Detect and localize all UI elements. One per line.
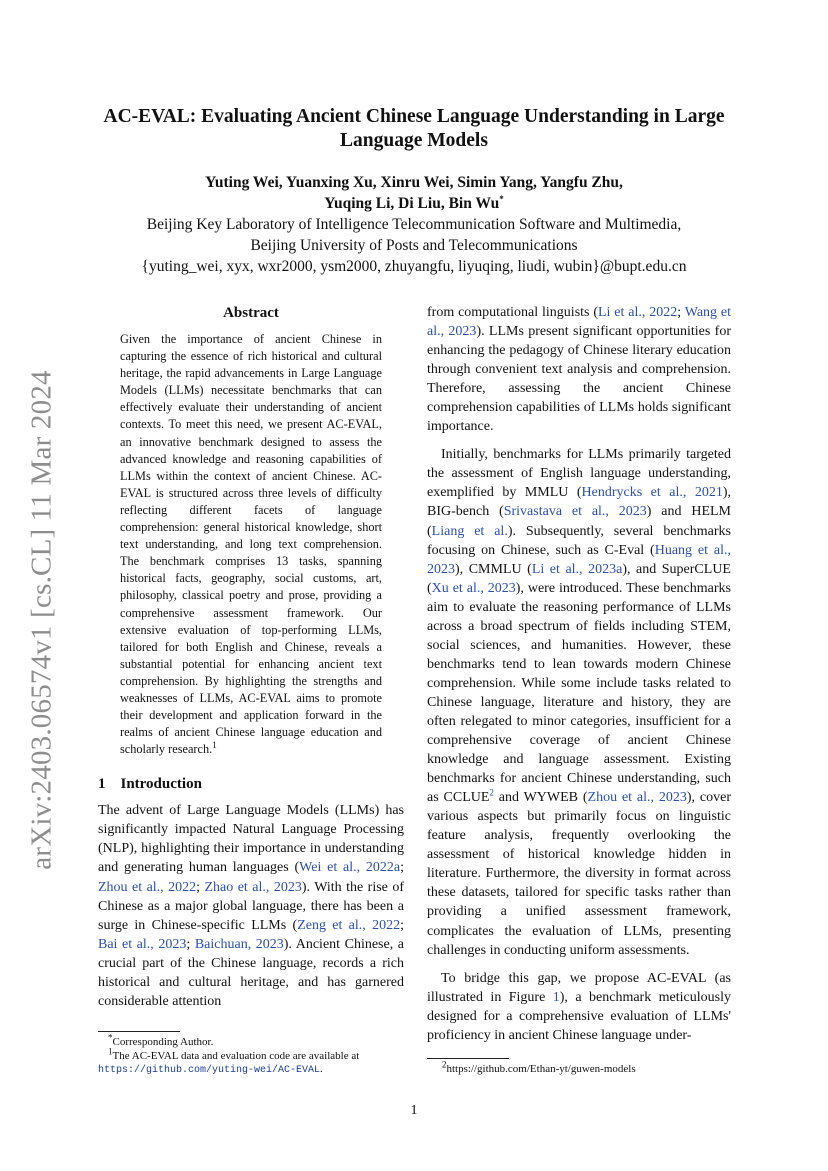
- text-run: The advent of Large Language Models (LLMs) has significantly impacted Natural Language Processing (NLP), highlighting their importance in understanding and generating human languages (: [98, 803, 404, 876]
- text-run: ), CMMLU (: [455, 561, 532, 577]
- footnote-text: The AC-EVAL data and evaluation code are available at: [112, 1049, 360, 1062]
- citation-link[interactable]: Srivastava et al., 2023: [503, 504, 647, 520]
- text-run: ). With the rise of Chinese as a major global language, there has been a surge in Chinese-specific LLMs (: [98, 879, 405, 933]
- paper-title: [90, 105, 738, 153]
- text-run: ). Ancient Chinese, a crucial part of the Chinese language, records a rich historical and cultural heritage, and has garnered considerable attention: [98, 936, 404, 1009]
- affiliation-line-2: Beijing University of Posts and Telecommunications: [250, 237, 578, 254]
- affiliation-line-1: Beijing Key Laboratory of Intelligence Telecommunication Software and Multimedia,: [146, 216, 682, 233]
- text-run: ). Subsequently, several benchmarks focusing on Chinese, such as C-Eval (: [427, 523, 731, 558]
- text-run: ), cover various aspects but primarily focus on linguistic feature analysis, frequently overlooking the assessment of historical knowledge hidden in literature. Furthermore, the diversity in format across these datasets, tailored for specific tasks rather than providing a unified assessment framework, complicates the evaluation of LLMs, presenting challenges in conducting uniform assessments.: [427, 790, 731, 958]
- figure-reference-link[interactable]: 1: [552, 989, 560, 1005]
- citation-link[interactable]: Wei et al., 2022a: [299, 860, 401, 876]
- author-block: [90, 172, 738, 277]
- abstract-text: [120, 331, 382, 758]
- citation-link[interactable]: Liang et al.: [431, 523, 508, 539]
- intro-paragraph-3: [427, 969, 731, 1045]
- intro-paragraph-1-continued: [427, 303, 731, 436]
- text-run: from computational linguists (: [427, 305, 598, 320]
- citation-link[interactable]: Wang et al., 2023: [427, 305, 732, 340]
- arxiv-stamp: [22, 360, 62, 880]
- abstract-body: Given the importance of ancient Chinese in capturing the essence of rich historical and cultural heritage, the rapid advancements in Large Language Models (LLMs) necessitate benchmarks that can effectively evaluate their understanding of ancient contexts. To meet this need, we present AC-EVAL, an innovative benchmark designed to assess the advanced knowledge and reasoning capabilities of LLMs within the context of ancient Chinese. AC-EVAL is structured across three levels of difficulty reflecting different facets of language comprehension: general historical knowledge, short text understanding, and long text comprehension. The benchmark comprises 13 tasks, spanning historical facts, geography, social customs, art, philosophy, classical poetry and prose, providing a comprehensive assessment framework. Our extensive evaluation of top-performing LLMs, tailored for both English and Chinese, reveals a substantial potential for enhancing ancient text comprehension. By highlighting the strengths and weaknesses of LLMs, AC-EVAL aims to promote their development and application forward in the realms of ancient Chinese language education and scholarly research.: [120, 332, 382, 757]
- text-run: ;: [196, 879, 205, 895]
- title-line-1: AC-EVAL: Evaluating Ancient Chinese Language Understanding in Large: [103, 106, 725, 127]
- footnote-text: Corresponding Author.: [112, 1036, 214, 1048]
- citation-link[interactable]: Zhao et al., 2023: [204, 879, 302, 895]
- intro-paragraph-2: [427, 445, 731, 959]
- right-column: [427, 303, 731, 1045]
- citation-link[interactable]: Xu et al., 2023: [431, 580, 516, 596]
- text-run: ;: [677, 305, 685, 320]
- text-run: ), a benchmark meticulously designed for a comprehensive evaluation of LLMs' proficiency in ancient Chinese language under-: [427, 989, 731, 1043]
- citation-link[interactable]: Baichuan, 2023: [194, 936, 284, 952]
- arxiv-identifier: arXiv:2403.06574v1 [cs.CL] 11 Mar 2024: [25, 370, 58, 870]
- footnote-mark: 2: [442, 1059, 447, 1070]
- citation-link[interactable]: Zhou et al., 2023: [587, 790, 687, 806]
- footnote-corresponding: [98, 1032, 408, 1050]
- text-run: ), BIG-bench (: [427, 485, 731, 520]
- footnote-mark: 1: [108, 1045, 113, 1056]
- footnote-data-availability: [98, 1045, 408, 1064]
- citation-link[interactable]: Zhou et al., 2022: [98, 879, 197, 895]
- footnote-data-url-line: [98, 1063, 408, 1078]
- text-run: Initially, benchmarks for LLMs primarily targeted the assessment of English language understanding, exemplified by MMLU (: [427, 447, 731, 501]
- text-run: ;: [400, 917, 404, 933]
- text-run: ) and HELM (: [427, 504, 732, 539]
- footnote-mark: *: [108, 1032, 113, 1043]
- text-run: and WYWEB (: [493, 790, 588, 806]
- text-run: ), and SuperCLUE (: [427, 561, 731, 596]
- footnote-cclue: [442, 1059, 636, 1075]
- citation-link[interactable]: Hendrycks et al., 2021: [581, 485, 723, 501]
- section-title: Introduction: [120, 776, 202, 793]
- author-names-text: Yuqing Li, Di Liu, Bin Wu: [324, 195, 500, 212]
- corresponding-mark: *: [499, 193, 504, 204]
- text-run: ). LLMs present significant opportunities for enhancing the pedagogy of Chinese literary education through convenient text analysis and comprehension. Therefore, assessing the ancient Chinese comprehension capabilities of LLMs holds significant importance.: [427, 324, 731, 435]
- text-run: ;: [400, 860, 404, 876]
- text-run: ;: [186, 936, 195, 952]
- citation-link[interactable]: Huang et al., 2023: [427, 542, 731, 577]
- page-number: 1: [410, 1103, 418, 1118]
- text-run: To bridge this gap, we propose AC-EVAL (as illustrated in Figure: [427, 970, 731, 1005]
- citation-link[interactable]: Li et al., 2023a: [531, 561, 623, 577]
- author-emails: {yuting_wei, xyx, wxr2000, ysm2000, zhuyangfu, liyuqing, liudi, wubin}@bupt.edu.cn: [141, 258, 687, 275]
- footnote-text: .: [320, 1063, 323, 1075]
- section-number: 1: [98, 776, 106, 793]
- section-heading-introduction: [98, 776, 404, 793]
- footnotes-left: [98, 1032, 408, 1078]
- intro-paragraph-1: [98, 801, 404, 1011]
- abstract-footnote-mark: 1: [212, 740, 217, 751]
- abstract-heading: Abstract: [223, 305, 279, 321]
- code-url-link[interactable]: https://github.com/yuting-wei/AC-EVAL: [98, 1065, 321, 1076]
- footnote-rule-right: [427, 1058, 509, 1059]
- footnote-link[interactable]: 2: [489, 787, 494, 798]
- text-run: ), were introduced. These benchmarks aim to evaluate the reasoning performance of LLMs across a broad spectrum of fields including STEM, social sciences, and humanities. However, these benchmarks tend to lean towards modern Chinese comprehension. While some include tasks related to Chinese language, literature and history, they are often relegated to minor categories, insufficient for a comprehensive coverage of ancient Chinese knowledge and language assessment. Existing benchmarks for ancient Chinese understanding, such as CCLUE: [427, 580, 731, 806]
- citation-link[interactable]: Zeng et al., 2022: [297, 917, 401, 933]
- author-names-line-2: [90, 193, 738, 214]
- citation-link[interactable]: Bai et al., 2023: [98, 936, 187, 952]
- left-column: [98, 305, 404, 1011]
- citation-link[interactable]: Li et al., 2022: [598, 305, 678, 320]
- author-names-line-1: Yuting Wei, Yuanxing Xu, Xinru Wei, Simin Yang, Yangfu Zhu,: [205, 174, 623, 191]
- title-line-2: Language Models: [340, 130, 488, 151]
- footnote-url-link[interactable]: https://github.com/Ethan-yt/guwen-models: [446, 1063, 636, 1075]
